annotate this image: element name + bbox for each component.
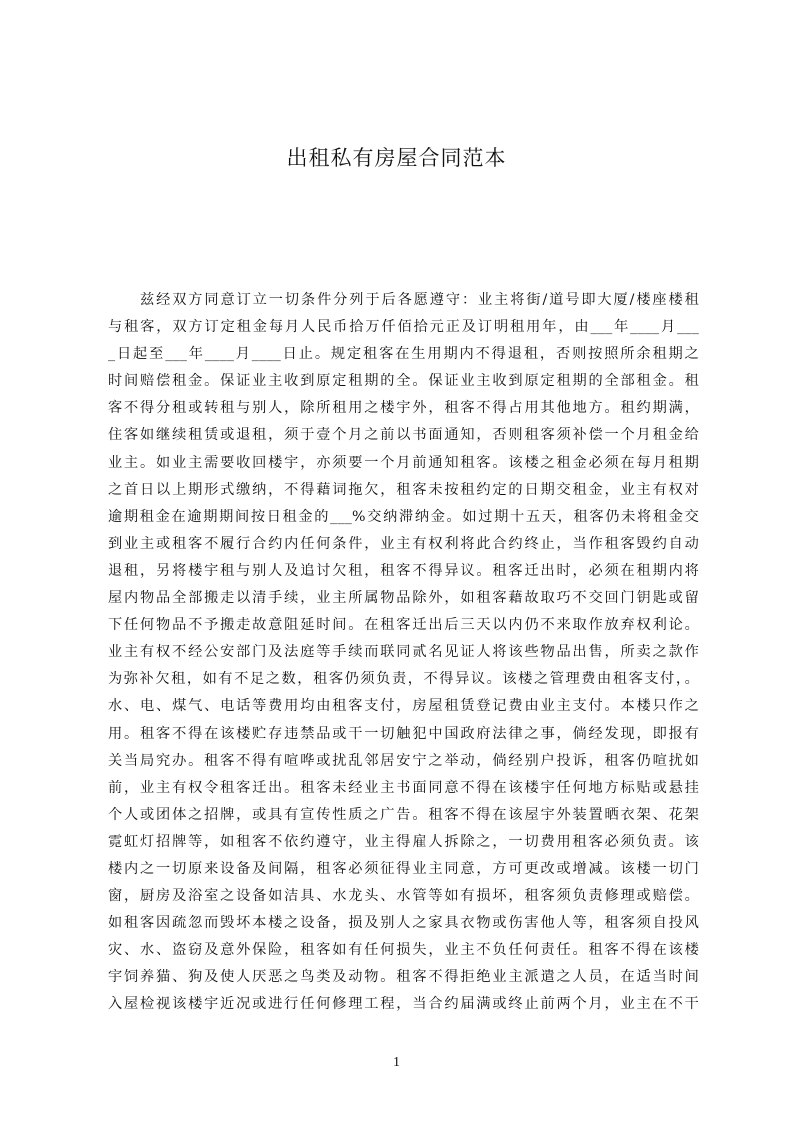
- text-line: 兹经双方同意订立一切条件分列于后各愿遵守：业主将街/道号即大厦/楼座楼租: [140, 292, 699, 308]
- text-line: 业主。如业主需要收回楼宇，亦须要一个月前通知租客。该楼之租金必须在每月租期: [108, 454, 699, 471]
- text-line: 与租客，双方订定租金每月人民币拾万仟佰拾元正及订明租用年，由___年____月___: [108, 319, 699, 336]
- text-line: 楼内之一切原来设备及间隔，租客必须征得业主同意，方可更改或增减。该楼一切门: [108, 860, 699, 877]
- text-line: 屋内物品全部搬走以清手续，业主所属物品除外，如租客藉故取巧不交回门钥匙或留: [108, 590, 699, 607]
- text-line: 如租客因疏忽而毁坏本楼之设备，损及别人之家具衣物或伤害他人等，租客须自投风: [108, 915, 699, 932]
- page-number: 1: [393, 1055, 400, 1070]
- text-line: 霓虹灯招牌等，如租客不依约遵守，业主得雇人拆除之，一切费用租客必须负责。该: [108, 833, 699, 850]
- text-line: 入屋检视该楼宇近况或进行任何修理工程，当合约届满或终止前两个月，业主在不干: [108, 996, 699, 1013]
- text-line: 灾、水、盗窃及意外保险，租客如有任何损失，业主不负任何责任。租客不得在该楼: [108, 942, 699, 959]
- text-line: 宇饲养猫、狗及使人厌恶之鸟类及动物。租客不得拒绝业主派遣之人员，在适当时间: [108, 969, 699, 986]
- text-line: 窗，厨房及浴室之设备如洁具、水龙头、水管等如有损坏，租客须负责修理或赔偿。: [108, 888, 699, 905]
- document-title: 出租私有房屋合同范本: [286, 146, 507, 170]
- text-line: 逾期租金在逾期期间按日租金的___%交纳滞纳金。如过期十五天，租客仍未将租金交: [108, 508, 699, 525]
- text-line: 到业主或租客不履行合约内任何条件，业主有权利将此合约终止，当作租客毁约自动: [108, 535, 699, 552]
- text-line: 住客如继续租赁或退租，须于壹个月之前以书面通知，否则租客须补偿一个月租金给: [108, 427, 699, 444]
- text-line: _日起至___年____月____日止。规定租客在生用期内不得退租，否则按照所余租期之: [108, 346, 699, 363]
- text-line: 下任何物品不予搬走故意阻延时间。在租客迁出后三天以内仍不来取作放弃权利论。: [108, 617, 699, 634]
- text-line: 个人或团体之招牌，或具有宣传性质之广告。租客不得在该屋宇外装置晒衣架、花架: [108, 806, 699, 823]
- text-line: 之首日以上期形式缴纳，不得藉词拖欠，租客未按租约定的日期交租金，业主有权对: [108, 481, 699, 498]
- text-line: 水、电、煤气、电话等费用均由租客支付，房屋租赁登记费由业主支付。本楼只作之: [108, 698, 699, 715]
- text-line: 退租，另将楼宇租与别人及追讨欠租，租客不得异议。租客迁出时，必须在租期内将: [108, 562, 699, 579]
- text-line: 前，业主有权令租客迁出。租客未经业主书面同意不得在该楼宇任何地方标贴或悬挂: [108, 779, 699, 796]
- text-line: 为弥补欠租，如有不足之数，租客仍须负责，不得异议。该楼之管理费由租客支付，。: [108, 671, 699, 688]
- contract-body: [108, 287, 699, 1019]
- text-line: 时间赔偿租金。保证业主收到原定租期的全。保证业主收到原定租期的全部租金。租: [108, 373, 699, 390]
- text-line: 用。租客不得在该楼贮存违禁品或干一切触犯中国政府法律之事，倘经发现，即报有: [108, 725, 699, 742]
- text-line: 客不得分租或转租与别人，除所租用之楼宇外，租客不得占用其他地方。租约期满，: [108, 400, 699, 417]
- text-line: 业主有权不经公安部门及法庭等手续而联同贰名见证人将该些物品出售，所卖之款作: [108, 644, 699, 661]
- text-line: 关当局究办。租客不得有喧哗或扰乱邻居安宁之举动，倘经别户投诉，租客仍喧扰如: [108, 752, 699, 769]
